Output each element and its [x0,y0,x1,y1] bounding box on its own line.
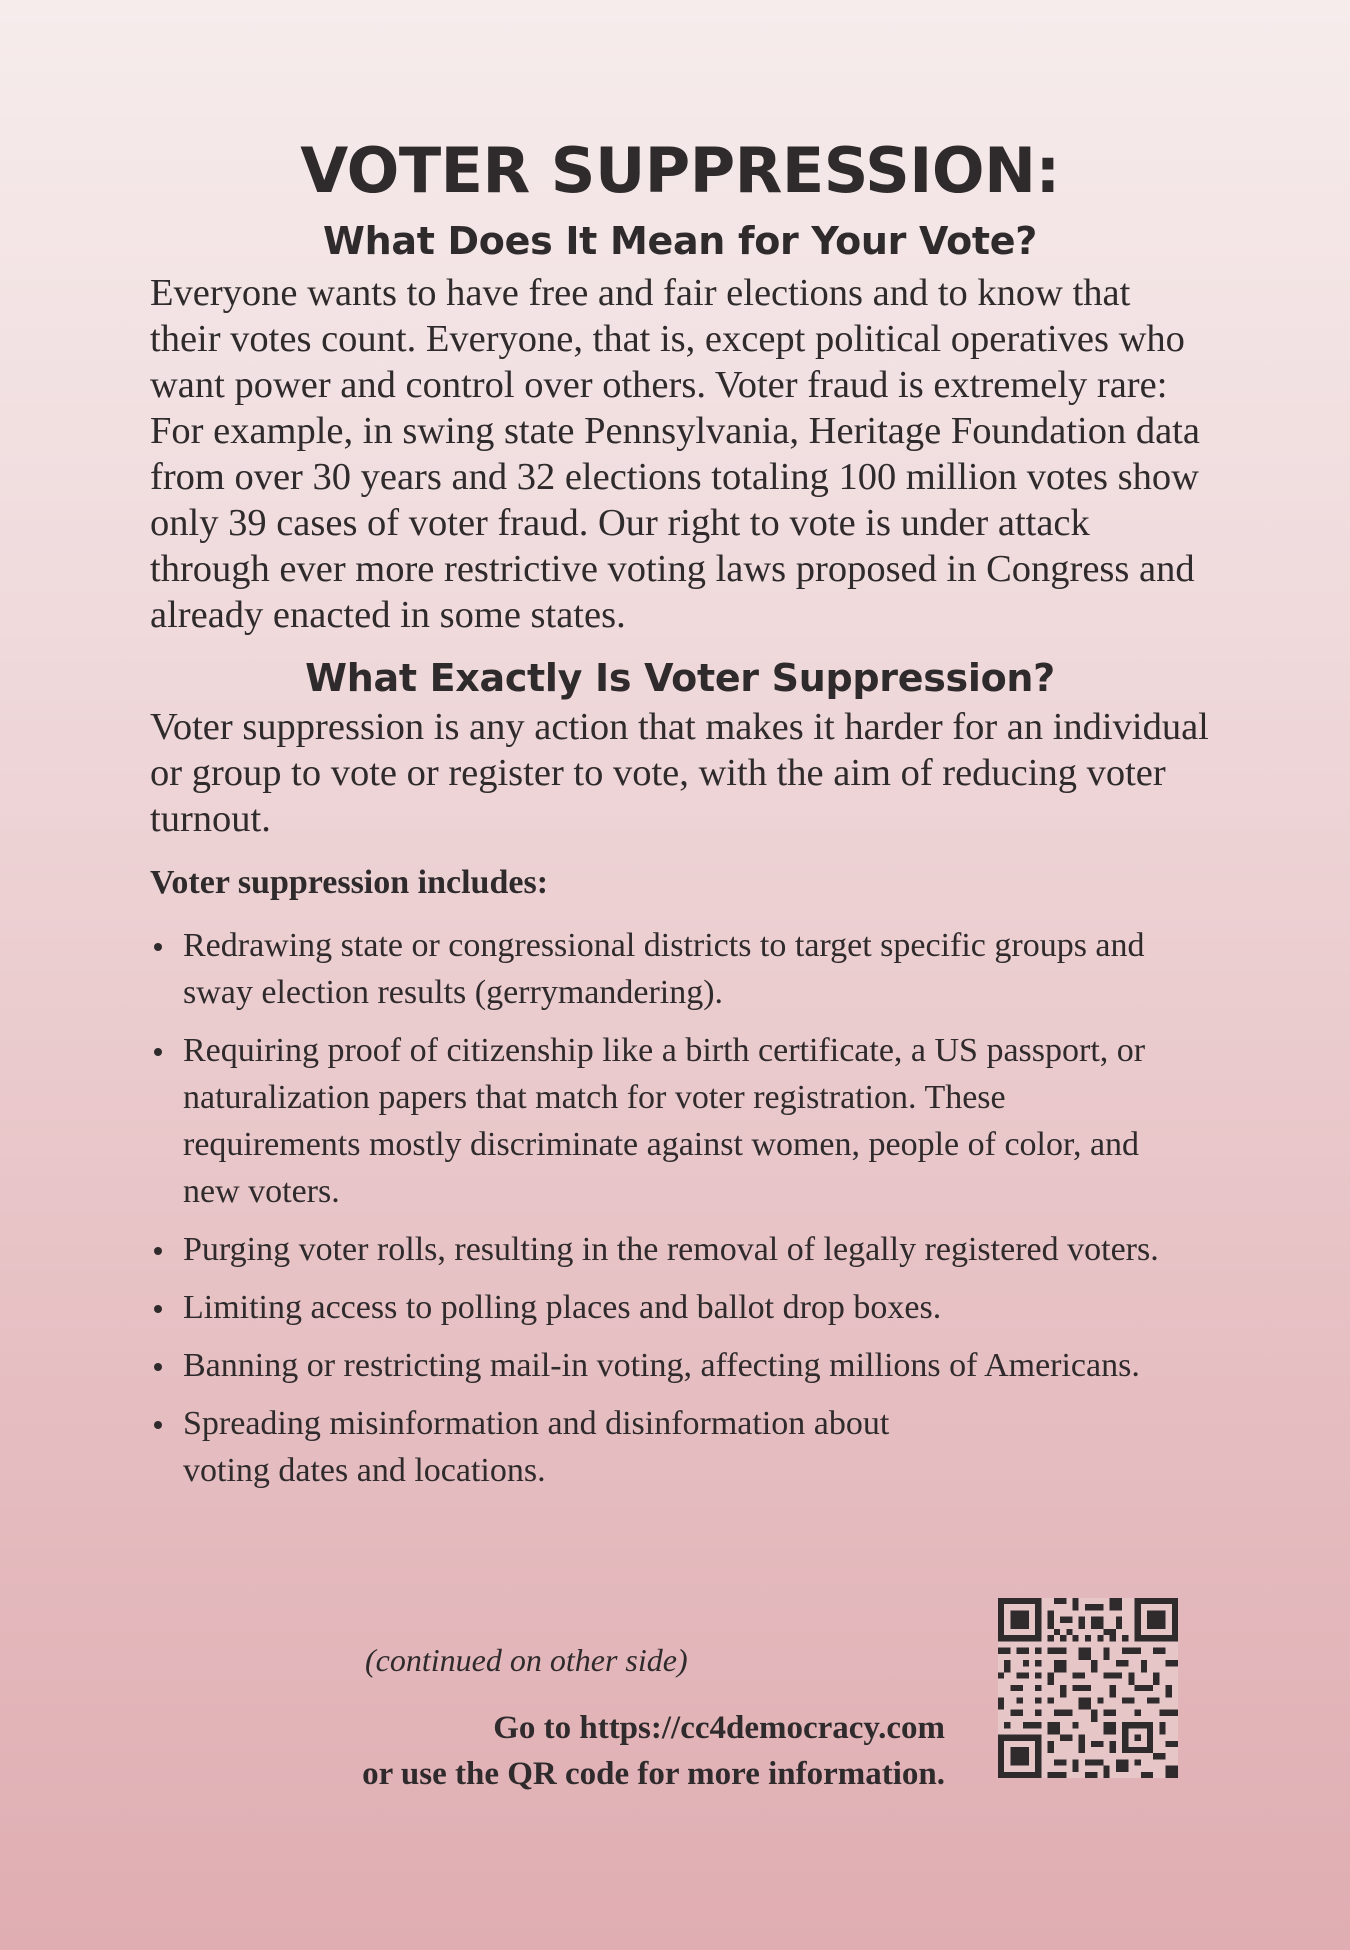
bullet-icon [154,943,162,951]
flyer-page [150,132,1210,1505]
list-item-text: Requiring proof of citizenship like a birth certificate, a US passport, or naturalization papers that match for voter registration. These requirements mostly discriminate against women, people of color, and new voters. [183,1032,1146,1210]
list-item [150,922,1160,1016]
bullet-icon [154,1421,162,1429]
includes-label: Voter suppression includes: [150,864,549,901]
bullet-icon [154,1048,162,1056]
suppression-list [150,922,1160,1494]
bullet-icon [154,1305,162,1313]
continued-note: (continued on other side) [365,1642,688,1678]
cta-url-line: Go to https://cc4democracy.com [493,1710,945,1746]
page-title: VOTER SUPPRESSION: [300,134,1060,207]
list-item-text: Redrawing state or congressional districts to target specific groups and sway election results (gerrymandering). [183,927,1145,1011]
list-item [150,1027,1160,1215]
intro-paragraph: Everyone wants to have free and fair elections and to know that their votes count. Everyone, that is, except political operatives who want power and control over others. Voter fraud is extremely rare: For example, in swing state Pennsylvania, Heritage Foundation data from over 30 years and 32 elections totaling 100 million votes show only 39 cases of voter fraud. Our right to vote is under attack through ever more restrictive voting laws proposed in Congress and already enacted in some states. [150,272,1200,636]
list-item [150,1400,943,1494]
list-item [150,1226,1160,1273]
cta-qr-line: or use the QR code for more information. [362,1756,945,1792]
list-item-text: Limiting access to polling places and ballot drop boxes. [183,1289,942,1326]
section-heading: What Exactly Is Voter Suppression? [305,656,1055,700]
list-item-text: Purging voter rolls, resulting in the removal of legally registered voters. [183,1231,1159,1268]
call-to-action [362,1705,945,1797]
qr-code-icon[interactable] [998,1598,1178,1778]
list-item-text: Banning or restricting mail-in voting, affecting millions of Americans. [183,1347,1140,1384]
list-item [150,1342,1160,1389]
list-item-text: Spreading misinformation and disinformation about voting dates and locations. [183,1405,890,1489]
bullet-icon [154,1363,162,1371]
page-subtitle: What Does It Mean for Your Vote? [323,219,1037,263]
list-item [150,1284,1160,1331]
bullet-icon [154,1247,162,1255]
definition-paragraph: Voter suppression is any action that makes it harder for an individual or group to vote or register to vote, with the aim of reducing voter turnout. [150,706,1209,840]
